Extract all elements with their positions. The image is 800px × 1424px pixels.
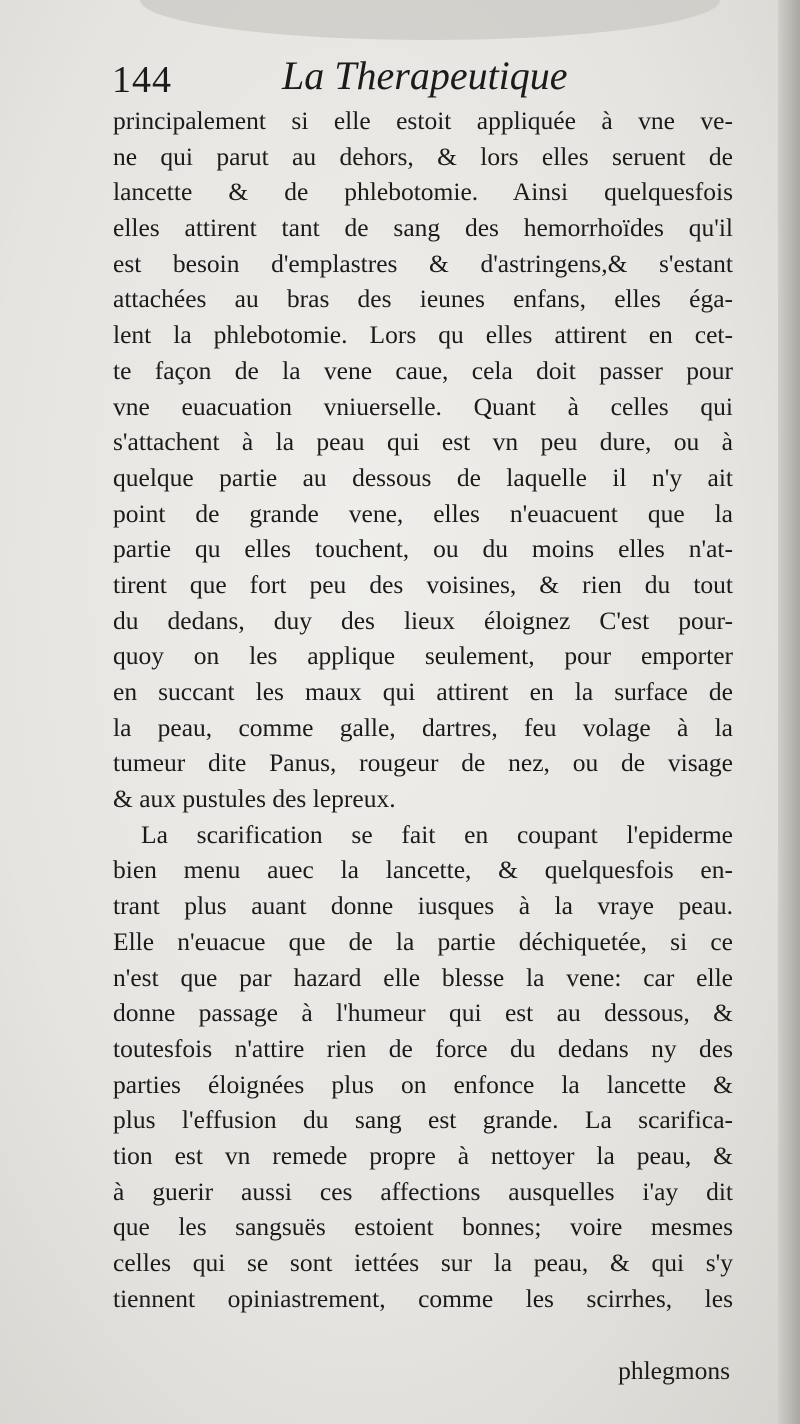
text-line: s'attachent à la peau qui est vn peu dure, ou à (113, 427, 733, 457)
text-line: du dedans, duy des lieux éloignez C'est pour- (113, 605, 733, 635)
text-line: ne qui parut au dehors, & lors elles seruent de (113, 141, 733, 171)
text-line: principalement si elle estoit appliquée à vne ve- (113, 106, 733, 135)
text-line: tirent que fort peu des voisines, & rien du tout (113, 569, 733, 599)
text-line: tumeur dite Panus, rougeur de nez, ou de visage (113, 748, 733, 778)
paragraph-2 (113, 817, 733, 1317)
text-line: partie qu elles touchent, ou du moins elles n'at- (113, 534, 733, 564)
text-line: que les sangsuës estoient bonnes; voire mesmes (113, 1212, 733, 1242)
page-gutter-shadow (778, 0, 800, 1424)
running-title: La Therapeutique (282, 53, 568, 98)
text-line: vne euacuation vniuerselle. Quant à celles qui (113, 391, 733, 421)
text-line: La scarification se fait en coupant l'epiderme (141, 819, 733, 849)
catchword: phlegmons (618, 1356, 730, 1385)
text-line: te façon de la vene caue, cela doit passer pour (113, 355, 733, 385)
text-line: la peau, comme galle, dartres, feu volage à la (113, 712, 733, 742)
text-line: parties éloignées plus on enfonce la lancette & (113, 1069, 733, 1099)
text-line: quoy on les applique seulement, pour emporter (113, 641, 733, 671)
text-line: Elle n'euacue que de la partie déchiquetée, si ce (113, 926, 733, 956)
text-line: quelque partie au dessous de laquelle il n'y ait (113, 462, 733, 492)
text-line: lent la phlebotomie. Lors qu elles attirent en cet- (113, 320, 733, 350)
page-number: 144 (112, 59, 172, 101)
text-line: en succant les maux qui attirent en la surface de (113, 677, 733, 706)
text-line: bien menu auec la lancette, & quelquesfois en- (113, 855, 733, 885)
body-text (113, 103, 733, 1316)
text-line: celles qui se sont iettées sur la peau, & qui s'y (113, 1248, 733, 1277)
text-line: est besoin d'emplastres & d'astringens,& s'estant (113, 248, 733, 278)
text-line: à guerir aussi ces affections ausquelles i'ay dit (113, 1176, 733, 1206)
text-line: & aux pustules des lepreux. (113, 784, 396, 814)
paragraph-1 (113, 103, 733, 817)
text-line: elles attirent tant de sang des hemorrhoïdes qu'il (113, 213, 733, 243)
page-header (112, 52, 752, 102)
text-line: tiennent opiniastrement, comme les scirrhes, les (113, 1283, 733, 1313)
text-line: tion est vn remede propre à nettoyer la peau, & (113, 1140, 733, 1170)
text-line: toutesfois n'attire rien de force du dedans ny des (113, 1033, 733, 1063)
text-line: trant plus auant donne iusques à la vraye peau. (113, 891, 733, 921)
text-line: plus l'effusion du sang est grande. La scarifica- (113, 1105, 733, 1135)
text-line: point de grande vene, elles n'euacuent que la (113, 498, 733, 528)
text-line: donne passage à l'humeur qui est au dessous, & (113, 998, 733, 1028)
text-line: n'est que par hazard elle blesse la vene: car elle (113, 962, 733, 992)
water-stain (140, 0, 720, 40)
text-line: lancette & de phlebotomie. Ainsi quelquesfois (113, 177, 733, 207)
text-line: attachées au bras des ieunes enfans, elles éga- (113, 284, 733, 314)
